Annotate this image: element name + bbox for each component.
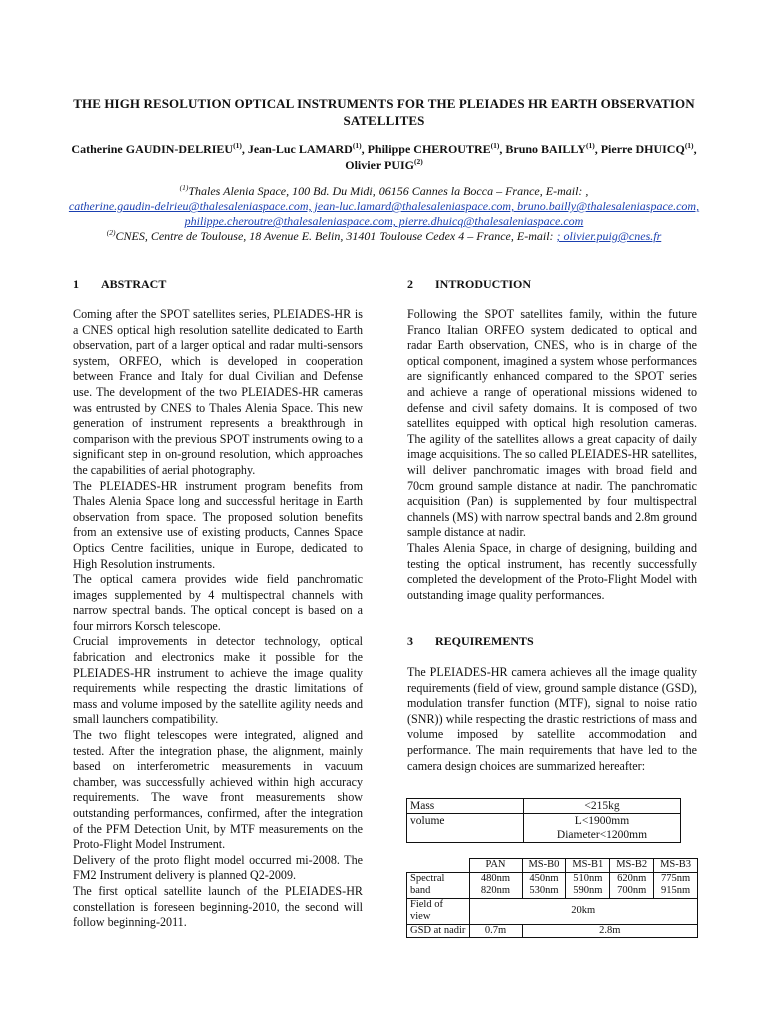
paragraph: Delivery of the proto flight model occurred mi-2008. The FM2 Instrument delivery is planned Q2-2009. bbox=[73, 852, 363, 883]
author-name: , Olivier PUIG bbox=[345, 142, 697, 172]
table-cell: 0.7m bbox=[469, 924, 522, 938]
author-name: , Bruno BAILLY bbox=[499, 142, 586, 156]
table-cell: 775nm 915nm bbox=[654, 872, 698, 898]
table-cell: volume bbox=[407, 814, 524, 843]
paragraph: The PLEIADES-HR camera achieves all the image quality requirements (field of view, ground sample distance (GSD), modulation transfer function (MTF), signal to noise ratio (SNR)) while respecting the drastic restrictions of mass and volume imposed by satellite accommodation and performance. The main requirements that have led to the camera design choices are summarized hereafter: bbox=[407, 665, 697, 773]
table-header: MS-B3 bbox=[654, 859, 698, 873]
paragraph: Following the SPOT satellites family, within the future Franco Italian ORFEO system dedicated to optical and radar Earth observation, CNES, who is in charge of the optical component, imagined a system whose performances are significantly enhanced compared to the SPOT series and achieve a range of operational missions widened to defense and civil safety domains. It is composed of two satellites equipped with optical high resolution cameras. The agility of the satellites allows a great capacity of daily image acquisitions. The so called PLEIADES-HR satellites, will deliver panchromatic images with broad field and 70cm ground sample distance at nadir. The panchromatic acquisition (Pan) is supplemented by four multispectral channels (MS) with narrow spectral bands and 2.8m ground sample distance at nadir. bbox=[407, 307, 697, 540]
section-heading-requirements: 3 REQUIREMENTS bbox=[407, 634, 534, 648]
table-cell: 450nm 530nm bbox=[522, 872, 566, 898]
paragraph: The two flight telescopes were integrated, aligned and tested. After the integration phase, the alignment, mainly based on interferometric measurements in vacuum chamber, was successfully achieved within high accuracy requirements. The wave front measurements show outstanding performances, confirmed, after the integration of the PFM Detection Unit, by MTF measurements on the Proto-Flight Model Instrument. bbox=[73, 728, 363, 852]
table-cell: 20km bbox=[469, 898, 698, 924]
paragraph: Crucial improvements in detector technology, optical fabrication and electronics make it possible for the PLEIADES-HR instrument to achieve the image quality requirements while respecting the drastic limitations of mass and volume imposed by the satellite agility needs and small launchers compatibility. bbox=[73, 634, 363, 727]
author-name: , Pierre DHUICQ bbox=[594, 142, 685, 156]
table-cell: 2.8m bbox=[522, 924, 698, 938]
table-row-label: Field of view bbox=[407, 898, 470, 924]
paragraph: The PLEIADES-HR instrument program benefits from Thales Alenia Space long and successful heritage in Earth observation from space. The proposed solution benefits from an extensive use of existing products, Cannes Space Optics Centre facilities, unique in Europe, dedicated to High Resolution instruments. bbox=[73, 478, 363, 571]
author-list: Catherine GAUDIN-DELRIEU$^{(1)}$, Jean-Luc LAMARD$^{(1)}$, Philippe CHEROUTRE$^{(1)}$, Bruno BAILLY$^{(1)}$, Pierre DHUICQ$^{(1)}$, Olivier PUIG$^{(2)}$ bbox=[71, 141, 697, 172]
section-heading-abstract: 1 ABSTRACT bbox=[73, 277, 167, 291]
email-links[interactable]: philippe.cheroutre@thalesaleniaspace.com, pierre.dhuicq@thalesaleniaspace.com bbox=[184, 214, 584, 228]
table-header: MS-B2 bbox=[610, 859, 654, 873]
table-row-label: Spectral band bbox=[407, 872, 470, 898]
paper-title: THE HIGH RESOLUTION OPTICAL INSTRUMENTS FOR THE PLEIADES HR EARTH OBSERVATION SATELLITES bbox=[73, 96, 695, 128]
email-link[interactable]: ; olivier.puig@cnes.fr bbox=[556, 229, 662, 243]
spectral-requirements-table bbox=[406, 858, 698, 938]
introduction-body bbox=[407, 307, 697, 603]
table-cell: 620nm 700nm bbox=[610, 872, 654, 898]
requirements-body bbox=[407, 665, 697, 774]
table-header: PAN bbox=[469, 859, 522, 873]
table-cell: <215kg bbox=[524, 799, 681, 814]
table-header: MS-B0 bbox=[522, 859, 566, 873]
abstract-body bbox=[73, 307, 363, 931]
email-links[interactable]: catherine.gaudin-delrieu@thalesaleniaspace.com, jean-luc.lamard@thalesaleniaspace.com, bruno.bailly@thalesaleniaspace.com, bbox=[68, 199, 700, 213]
paragraph: The first optical satellite launch of the PLEIADES-HR constellation is foreseen beginning-2010, the second will follow beginning-2011. bbox=[73, 883, 363, 930]
paragraph: Thales Alenia Space, in charge of designing, building and testing the optical instrument, has recently successfully completed the development of the Proto-Flight Model with outstanding image quality performances. bbox=[407, 540, 697, 602]
paragraph: The optical camera provides wide field panchromatic images supplemented by 4 multispectral channels with narrow spectral bands. The optical concept is based on a four mirrors Korsch telescope. bbox=[73, 572, 363, 633]
table-cell: L<1900mm Diameter<1200mm bbox=[524, 814, 681, 843]
affiliations bbox=[60, 184, 708, 244]
paragraph: Coming after the SPOT satellites series, PLEIADES-HR is a CNES optical high resolution satellite dedicated to Earth observation, part of a larger optical and radar multi-sensors system, ORFEO, which is developed in cooperation between France and Italy for dual Civilian and Defense use. The development of the two PLEIADES-HR cameras was entrusted by CNES to Thales Alenia Space. This new generation of instrument represents a breakthrough in comparison with the previous SPOT instruments owing to a significant step in on-ground resolution, which approaches the capabilities of aerial photography. bbox=[73, 307, 363, 477]
table-header: MS-B1 bbox=[566, 859, 610, 873]
table-cell: Mass bbox=[407, 799, 524, 814]
table-cell: 480nm 820nm bbox=[469, 872, 522, 898]
table-cell: 510nm 590nm bbox=[566, 872, 610, 898]
table-row-label: GSD at nadir bbox=[407, 924, 470, 938]
affiliation-cnes: $^{(2)}$CNES, Centre de Toulouse, 18 Avenue E. Belin, 31401 Toulouse Cedex 4 – France, E-mail: ; olivier.puig@cnes.fr bbox=[106, 228, 662, 243]
author-name: Catherine GAUDIN-DELRIEU bbox=[71, 142, 234, 156]
author-name: , Jean-Luc LAMARD bbox=[241, 142, 353, 156]
affiliation-tas: $^{(1)}$Thales Alenia Space, 100 Bd. Du Midi, 06156 Cannes la Bocca – France, E-mail: , bbox=[179, 183, 589, 198]
author-name: , Philippe CHEROUTRE bbox=[361, 142, 491, 156]
mass-volume-table bbox=[406, 798, 681, 843]
section-heading-introduction: 2 INTRODUCTION bbox=[407, 277, 532, 291]
